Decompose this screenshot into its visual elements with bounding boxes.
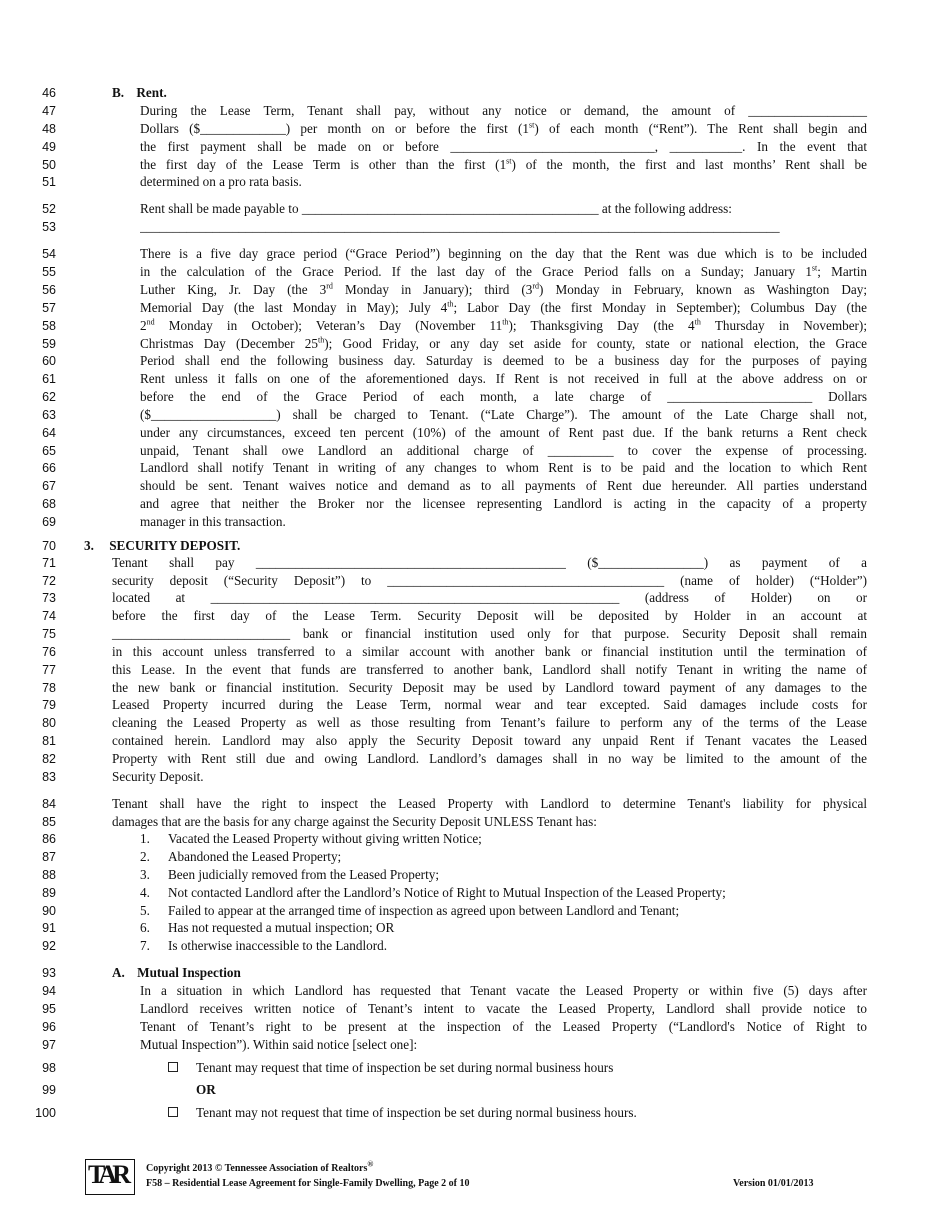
line-number: 94 xyxy=(42,984,56,998)
line-number: 86 xyxy=(42,832,56,846)
grace-line-58: 2nd Monday in October); Veteran’s Day (November 11th); Thanksgiving Day (the 4th Thursday in November); xyxy=(140,317,867,333)
line-number: 60 xyxy=(42,354,56,368)
deposit-line-76: in this account unless transferred to a similar account with another bank or financial institution until the termination of xyxy=(112,644,867,659)
deposit-heading: SECURITY DEPOSIT. xyxy=(109,538,241,553)
line-number: 91 xyxy=(42,921,56,935)
rent-line-69: manager in this transaction. xyxy=(140,514,286,529)
option-1-label: Tenant may request that time of inspection be set during normal business hours xyxy=(196,1060,614,1075)
late-charge-line-65: unpaid, Tenant shall owe Landlord an additional charge of __________ to cover the expense of processing. xyxy=(140,443,867,458)
line-number: 72 xyxy=(42,574,56,588)
line-number: 74 xyxy=(42,609,56,623)
line-number: 64 xyxy=(42,426,56,440)
option-2-label: Tenant may not request that time of inspection be set during normal business hours. xyxy=(196,1105,637,1120)
line-number: 80 xyxy=(42,716,56,730)
deposit-number: 3. xyxy=(84,538,94,553)
rent-payable-line: Rent shall be made payable to _____________________________________________ at the following address: xyxy=(140,201,732,216)
line-number: 77 xyxy=(42,663,56,677)
line-number: 89 xyxy=(42,886,56,900)
form-title: F58 – Residential Lease Agreement for Single-Family Dwelling, Page 2 of 10 xyxy=(146,1178,470,1189)
mutual-letter: A. xyxy=(112,965,125,980)
deposit-line-79: Leased Property incurred during the Lease Term, normal wear and tear excepted. Said damages include costs for xyxy=(112,697,867,712)
rent-line-51: determined on a pro rata basis. xyxy=(140,174,302,189)
rent-line-50: the first day of the Lease Term is other than the first (1st) of the month, the first and last months’ Rent shall be xyxy=(140,156,868,172)
late-charge-line-62: before the end of the Grace Period of each month, a late charge of ______________________ Dollars xyxy=(140,389,867,404)
list-item: 5. Failed to appear at the arranged time of inspection as agreed upon between Landlord and Tenant; xyxy=(140,903,680,918)
grace-line-56: Luther King, Jr. Day (the 3rd Monday in January); third (3rd) Monday in February, known as Washington Day; xyxy=(140,281,867,297)
version-text: Version 01/01/2013 xyxy=(733,1178,814,1189)
list-item: 1. Vacated the Leased Property without giving written Notice; xyxy=(140,831,482,846)
grace-line-54: There is a five day grace period (“Grace Period”) beginning on the day that the Rent was due which is to be included xyxy=(140,246,867,261)
deposit-line-72: security deposit (“Security Deposit”) to __________________________________________ (name of holder) (“Holder”) xyxy=(112,573,867,588)
deposit-line-77: this Lease. In the event that funds are transferred to another bank, Landlord shall notify Tenant in writing the name of xyxy=(112,662,867,677)
mutual-line-97: Mutual Inspection”). Within said notice [select one]: xyxy=(140,1037,418,1052)
inspection-right-line-84: Tenant shall have the right to inspect the Leased Property with Landlord to determine Tenant's liability for physical xyxy=(112,796,867,811)
list-item: 7. Is otherwise inaccessible to the Landlord. xyxy=(140,938,387,953)
line-number: 58 xyxy=(42,319,56,333)
line-number: 73 xyxy=(42,591,56,605)
line-number: 71 xyxy=(42,556,56,570)
line-number: 96 xyxy=(42,1020,56,1034)
line-number: 50 xyxy=(42,158,56,172)
line-number: 79 xyxy=(42,698,56,712)
rent-line-47: During the Lease Term, Tenant shall pay, without any notice or demand, the amount of __________________ xyxy=(140,103,867,118)
line-number: 69 xyxy=(42,515,56,529)
late-charge-line-63: ($___________________) shall be charged to Tenant. (“Late Charge”). The amount of the Late Charge shall not, xyxy=(140,407,867,422)
deposit-line-80: cleaning the Leased Property as well as those resulting from Tenant’s failure to perform any of the terms of the Lease xyxy=(112,715,867,730)
mutual-heading: Mutual Inspection xyxy=(137,965,241,980)
line-number: 47 xyxy=(42,104,56,118)
line-number: 90 xyxy=(42,904,56,918)
line-number: 63 xyxy=(42,408,56,422)
line-number: 57 xyxy=(42,301,56,315)
tar-logo xyxy=(85,1159,135,1195)
line-number: 87 xyxy=(42,850,56,864)
line-number: 88 xyxy=(42,868,56,882)
list-item: 3. Been judicially removed from the Leased Property; xyxy=(140,867,439,882)
deposit-line-83: Security Deposit. xyxy=(112,769,204,784)
line-number: 93 xyxy=(42,966,56,980)
line-number: 49 xyxy=(42,140,56,154)
deposit-line-74: before the first day of the Lease Term. Security Deposit will be deposited by Holder in an account at xyxy=(112,608,867,623)
line-number: 53 xyxy=(42,220,56,234)
grace-line-61: Rent unless it falls on one of the aforementioned days. If Rent is not received in full at the above address on or xyxy=(140,371,867,386)
rent-address-blank: _________________________________________________________________________________________________ xyxy=(140,219,780,234)
line-number: 66 xyxy=(42,461,56,475)
line-number: 75 xyxy=(42,627,56,641)
rent-line-49: the first payment shall be made on or before _______________________________, ___________. In the event that xyxy=(140,139,867,154)
line-number: 83 xyxy=(42,770,56,784)
rent-line-67: should be sent. Tenant waives notice and demand as to all payments of Rent due hereunder. All parties understand xyxy=(140,478,867,493)
line-number: 70 xyxy=(42,539,56,553)
mutual-line-94: In a situation in which Landlord has requested that Tenant vacate the Leased Property or within five (5) days after xyxy=(140,983,867,998)
list-item: 4. Not contacted Landlord after the Landlord’s Notice of Right to Mutual Inspection of the Leased Property; xyxy=(140,885,726,900)
logo-text: TAR xyxy=(88,1160,126,1189)
deposit-line-78: the new bank or financial institution. Security Deposit may be used by Landlord toward payment of any damages to the xyxy=(112,680,867,695)
line-number: 98 xyxy=(42,1061,56,1075)
line-number: 56 xyxy=(42,283,56,297)
line-number: 92 xyxy=(42,939,56,953)
mutual-line-95: Landlord receives written notice of Tenant’s intent to vacate the Leased Property, Landlord shall provide notice to xyxy=(140,1001,867,1016)
line-number: 81 xyxy=(42,734,56,748)
rent-line-48: Dollars ($_____________) per month on or before the first (1st) of each month (“Rent”). The Rent shall begin and xyxy=(140,120,867,136)
deposit-line-75: ___________________________ bank or financial institution used only for that purpose. Security Deposit shall remain xyxy=(112,626,867,641)
line-number: 76 xyxy=(42,645,56,659)
or-label: OR xyxy=(196,1082,216,1097)
line-number: 78 xyxy=(42,681,56,695)
line-number: 97 xyxy=(42,1038,56,1052)
inspection-right-line-85: damages that are the basis for any charge against the Security Deposit UNLESS Tenant has: xyxy=(112,814,597,829)
line-number: 46 xyxy=(42,86,56,100)
line-number: 48 xyxy=(42,122,56,136)
line-number: 55 xyxy=(42,265,56,279)
line-number: 100 xyxy=(35,1106,56,1120)
line-number: 52 xyxy=(42,202,56,216)
list-item: 6. Has not requested a mutual inspection; OR xyxy=(140,920,395,935)
line-number: 68 xyxy=(42,497,56,511)
line-number: 54 xyxy=(42,247,56,261)
line-number: 51 xyxy=(42,175,56,189)
copyright-text: Copyright 2013 © Tennessee Association of Realtors xyxy=(146,1163,368,1174)
checkbox-option-1[interactable] xyxy=(168,1062,178,1072)
deposit-line-71: Tenant shall pay _______________________________________________ ($________________) as payment of a xyxy=(112,555,867,570)
line-number: 59 xyxy=(42,337,56,351)
checkbox-option-2[interactable] xyxy=(168,1107,178,1117)
option-business-hours[interactable] xyxy=(168,1059,614,1077)
rent-heading-letter: B. xyxy=(112,85,125,100)
line-number: 67 xyxy=(42,479,56,493)
registered-mark: ® xyxy=(367,1159,374,1169)
grace-line-59: Christmas Day (December 25th); Good Friday, or any day set aside for county, state or national election, the Grace xyxy=(140,335,867,351)
deposit-line-73: located at ______________________________________________________________ (address of Holder) on or xyxy=(112,590,867,605)
grace-line-60: Period shall end the following business day. Saturday is deemed to be a business day for the purposes of paying xyxy=(140,353,867,368)
option-not-business-hours[interactable] xyxy=(168,1104,637,1122)
deposit-line-82: Property with Rent still due and owing Landlord. Landlord’s damages shall in no way be limited to the amount of the xyxy=(112,751,867,766)
line-number: 62 xyxy=(42,390,56,404)
list-item: 2. Abandoned the Leased Property; xyxy=(140,849,342,864)
grace-line-55: in the calculation of the Grace Period. If the last day of the Grace Period falls on a Sunday; January 1st; Martin xyxy=(140,263,868,279)
line-number: 95 xyxy=(42,1002,56,1016)
rent-heading: Rent. xyxy=(136,85,167,100)
deposit-line-81: contained herein. Landlord may also apply the Security Deposit toward any unpaid Rent if Tenant vacates the Leased xyxy=(112,733,867,748)
grace-line-57: Memorial Day (the last Monday in May); July 4th; Labor Day (the first Monday in September); Columbus Day (the xyxy=(140,299,867,315)
rent-line-66: Landlord shall notify Tenant in writing of any changes to whom Rent is to be paid and the location to which Rent xyxy=(140,460,867,475)
line-number: 61 xyxy=(42,372,56,386)
line-number: 99 xyxy=(42,1083,56,1097)
late-charge-line-64: under any circumstances, exceed ten percent (10%) of the amount of Rent past due. If the bank returns a Rent check xyxy=(140,425,867,440)
line-number: 65 xyxy=(42,444,56,458)
mutual-line-96: Tenant of Tenant’s right to be present at the inspection of the Leased Property (“Landlord's Notice of Right to xyxy=(140,1019,867,1034)
line-number: 85 xyxy=(42,815,56,829)
line-number: 82 xyxy=(42,752,56,766)
rent-line-68: and agree that neither the Broker nor the licensee representing Landlord is acting in the capacity of a property xyxy=(140,496,867,511)
line-number: 84 xyxy=(42,797,56,811)
